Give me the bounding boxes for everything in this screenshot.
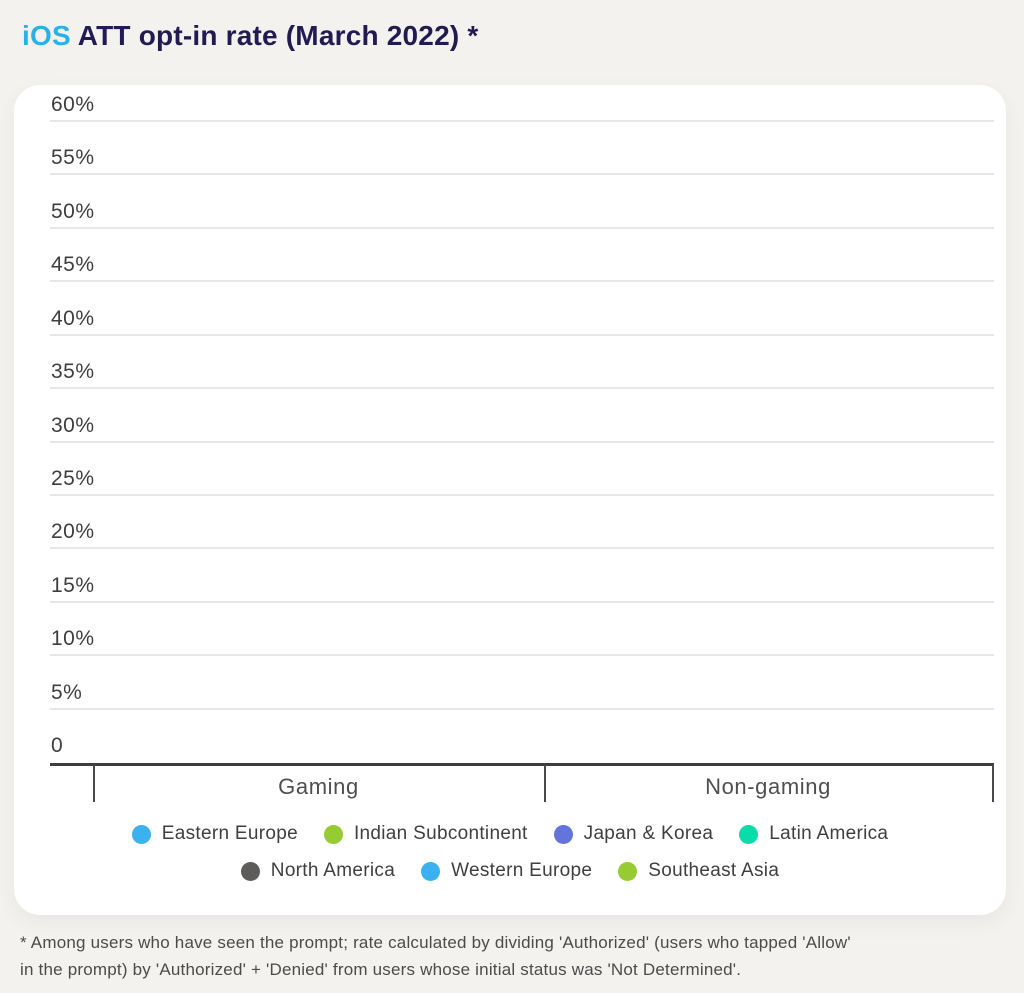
legend-row-2	[14, 860, 1006, 882]
x-axis	[50, 763, 994, 803]
y-axis-label-40: 40%	[51, 306, 95, 330]
legend-item-southeast-asia	[618, 860, 779, 882]
legend-dot-icon	[739, 825, 758, 844]
legend-dot-icon	[324, 825, 343, 844]
y-axis-label-45: 45%	[51, 253, 95, 277]
gridline-45	[50, 280, 994, 282]
legend-label: Indian Subcontinent	[353, 823, 528, 844]
y-axis-label-50: 50%	[51, 199, 95, 223]
y-axis-label-15: 15%	[51, 573, 95, 597]
y-axis-label-20: 20%	[51, 520, 95, 544]
legend-dot-icon	[241, 862, 260, 881]
legend-label: Western Europe	[451, 860, 593, 881]
y-axis-label-5: 5%	[51, 680, 83, 704]
legend-label: Latin America	[769, 823, 889, 844]
plot-area	[50, 93, 994, 763]
footnote	[20, 929, 1020, 983]
y-axis-label-10: 10%	[51, 627, 95, 651]
category-label-non-gaming: Non-gaming	[705, 774, 831, 799]
legend-dot-icon	[618, 862, 637, 881]
gridline-25	[50, 494, 994, 496]
legend-item-western-europe	[421, 860, 592, 882]
legend-dot-icon	[132, 825, 151, 844]
gridline-15	[50, 601, 994, 603]
legend-item-eastern-europe	[132, 823, 298, 845]
page-title-highlight: iOS	[22, 20, 71, 51]
gridline-40	[50, 334, 994, 336]
chart-card	[14, 85, 1006, 915]
legend-dot-icon	[421, 862, 440, 881]
gridline-5	[50, 708, 994, 710]
legend-label: Eastern Europe	[161, 823, 298, 844]
category-label-gaming: Gaming	[278, 774, 359, 799]
gridline-55	[50, 173, 994, 175]
gridline-10	[50, 654, 994, 656]
bar-chart	[50, 93, 994, 803]
gridline-50	[50, 227, 994, 229]
gridline-30	[50, 441, 994, 443]
gridline-20	[50, 547, 994, 549]
legend-item-latin-america	[739, 823, 888, 845]
y-axis-label-60: 60%	[51, 93, 95, 116]
legend-item-japan-korea	[554, 823, 714, 845]
footnote-line-2: in the prompt) by 'Authorized' + 'Denied' from users whose initial status was 'Not Determined'.	[20, 960, 742, 979]
footnote-line-1: * Among users who have seen the prompt; rate calculated by dividing 'Authorized' (users who tapped 'Allow'	[20, 933, 851, 952]
legend-dot-icon	[554, 825, 573, 844]
legend-item-indian-subcontinent	[324, 823, 528, 845]
page-title-rest: ATT opt-in rate (March 2022) *	[70, 20, 479, 51]
y-axis-label-30: 30%	[51, 413, 95, 437]
legend-item-north-america	[241, 860, 395, 882]
gridline-60	[50, 120, 994, 122]
y-axis-label-25: 25%	[51, 466, 95, 490]
gridline-35	[50, 387, 994, 389]
x-axis-tick-right	[992, 765, 994, 802]
legend-label: Japan & Korea	[583, 823, 714, 844]
legend	[14, 823, 1006, 897]
y-axis-label-55: 55%	[51, 146, 95, 170]
legend-label: North America	[270, 860, 396, 881]
y-axis-label-35: 35%	[51, 360, 95, 384]
y-axis-label-0: 0	[51, 734, 64, 757]
legend-label: Southeast Asia	[648, 860, 780, 881]
page-title	[22, 20, 478, 52]
legend-row-1	[14, 823, 1006, 845]
